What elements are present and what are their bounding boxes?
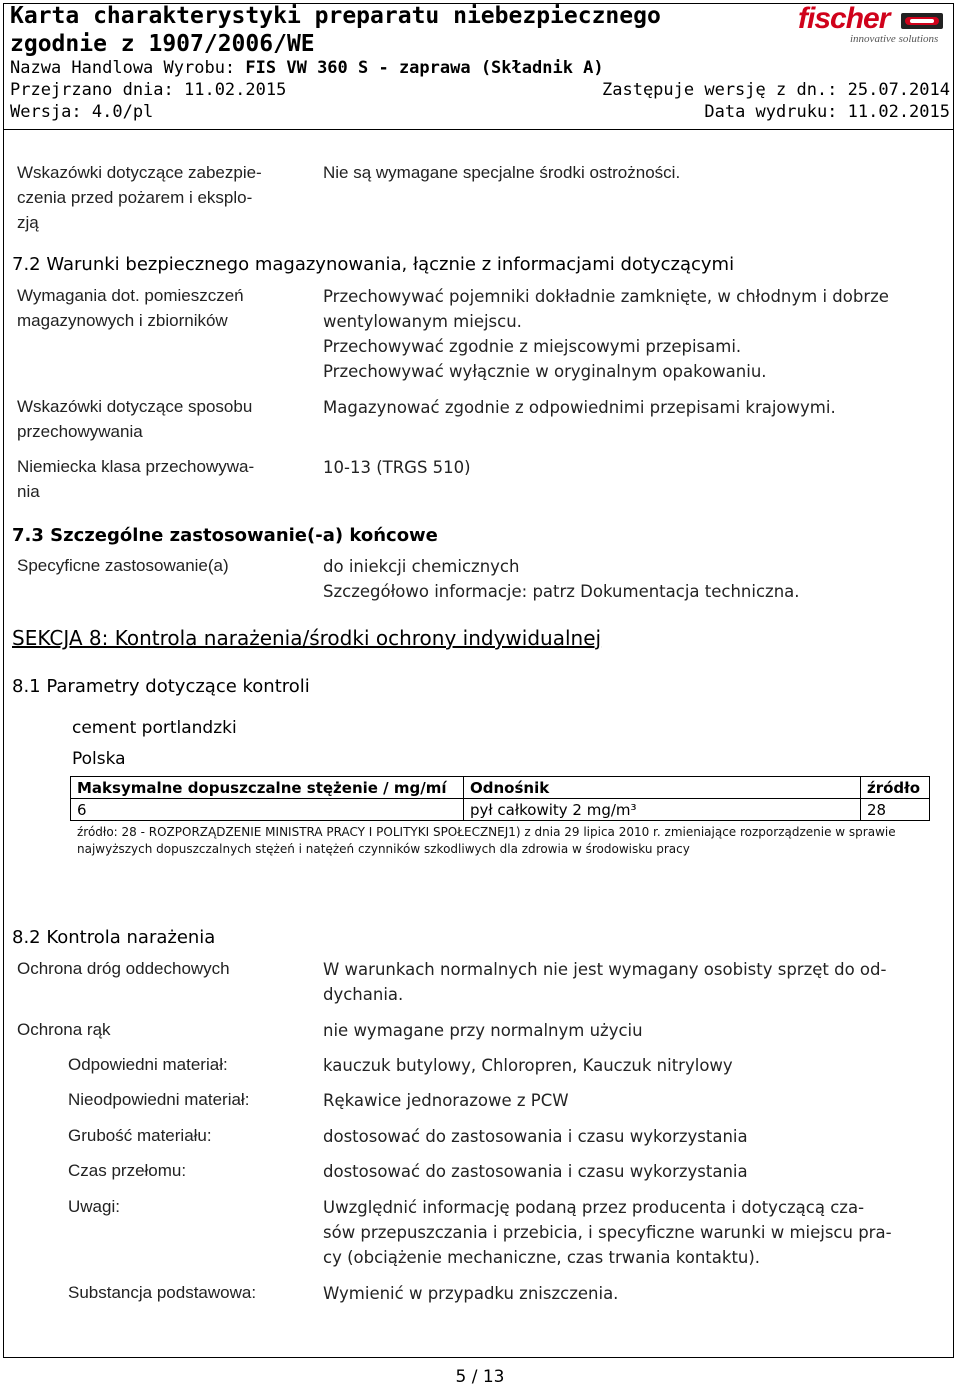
section-8-heading: SEKCJA 8: Kontrola narażenia/środki ochrony indywidualnej: [12, 626, 602, 650]
storage-req-value-line4: Przechowywać wyłącznie w oryginalnym opakowaniu.: [323, 362, 767, 381]
logo-badge-icon: [900, 11, 944, 31]
cell-limit: 6: [71, 799, 464, 821]
fire-label-line3: zją: [17, 213, 39, 232]
remarks-value-line2: sów przepuszczania i przebicia, i specyficzne warunki w miejscu pra-: [323, 1223, 892, 1242]
base-substance-label: Substancja podstawowa:: [68, 1283, 257, 1302]
column-header-source: źródło: [861, 777, 930, 799]
section-8-2-heading: 8.2 Kontrola narażenia: [12, 927, 216, 948]
section-7-3-heading: 7.3 Szczególne zastosowanie(-a) końcowe: [12, 525, 438, 546]
document-title-line1: Karta charakterystyki preparatu niebezpiecznego: [10, 3, 661, 29]
fire-label-line2: czenia przed pożarem i eksplo-: [17, 188, 253, 207]
fire-label-line1: Wskazówki dotyczące zabezpie-: [17, 163, 262, 182]
fischer-logo: [798, 4, 948, 48]
trade-name: [10, 58, 604, 78]
hand-protection-value: nie wymagane przy normalnym użyciu: [323, 1021, 643, 1040]
trade-name-value: FIS VW 360 S - zaprawa (Składnik A): [245, 58, 604, 78]
source-note-line1: źródło: 28 - ROZPORZĄDZENIE MINISTRA PRACY I POLITYKI SPOŁECZNEJ1) z dnia 29 lipica 2010 r. zmieniające rozporządzenie w sprawie: [77, 825, 896, 839]
base-substance-value: Wymienić w przypadku zniszczenia.: [323, 1284, 619, 1303]
document-title-line2: zgodnie z 1907/2006/WE: [10, 31, 315, 57]
table-header-row: [71, 777, 930, 799]
specific-use-label: Specyficne zastosowanie(a): [17, 556, 229, 575]
suitable-material-label: Odpowiedni materiał:: [68, 1055, 228, 1074]
respiratory-value-line1: W warunkach normalnych nie jest wymagany osobisty sprzęt do od-: [323, 960, 887, 979]
thickness-label: Grubość materiału:: [68, 1126, 212, 1145]
storage-req-value-line2: wentylowanym miejscu.: [323, 312, 522, 331]
supersedes-date: Zastępuje wersję z dn.: 25.07.2014: [602, 80, 950, 100]
page-number: 5 / 13: [455, 1367, 505, 1387]
specific-use-value-line2: Szczegółowo informacje: patrz Dokumentacja techniczna.: [323, 582, 800, 601]
cell-source: 28: [861, 799, 930, 821]
trade-name-label: Nazwa Handlowa Wyrobu:: [10, 58, 236, 78]
remarks-value-line3: cy (obciążenie mechaniczne, czas trwania kontaktu).: [323, 1248, 761, 1267]
cell-reference: pył całkowity 2 mg/m³: [464, 799, 861, 821]
storage-class-label-line1: Niemiecka klasa przechowywa-: [17, 457, 255, 476]
storage-req-label-line1: Wymagania dot. pomieszczeń: [17, 286, 244, 305]
unsuitable-material-label: Nieodpowiedni materiał:: [68, 1090, 250, 1109]
respiratory-value-line2: dychania.: [323, 985, 404, 1004]
source-note-line2: najwyższych dopuszczalnych stężeń i natężeń czynników szkodliwych dla zdrowia w środowisku pracy: [77, 842, 690, 856]
respiratory-label: Ochrona dróg oddechowych: [17, 959, 230, 978]
suitable-material-value: kauczuk butylowy, Chloropren, Kauczuk nitrylowy: [323, 1056, 733, 1075]
section-8-1-heading: 8.1 Parametry dotyczące kontroli: [12, 676, 310, 697]
print-date: Data wydruku: 11.02.2015: [704, 102, 950, 122]
country-name: Polska: [72, 749, 126, 769]
storage-class-value: 10-13 (TRGS 510): [323, 458, 471, 477]
substance-name: cement portlandzki: [72, 718, 237, 738]
hand-protection-label: Ochrona rąk: [17, 1020, 111, 1039]
breakthrough-label: Czas przełomu:: [68, 1161, 187, 1180]
storage-req-value-line1: Przechowywać pojemniki dokładnie zamknięte, w chłodnym i dobrze: [323, 287, 889, 306]
storage-req-value-line3: Przechowywać zgodnie z miejscowymi przepisami.: [323, 337, 742, 356]
table-row: [71, 799, 930, 821]
storage-req-label-line2: magazynowych i zbiorników: [17, 311, 228, 330]
specific-use-value-line1: do iniekcji chemicznych: [323, 557, 520, 576]
revised-date: Przejrzano dnia: 11.02.2015: [10, 80, 287, 100]
thickness-value: dostosować do zastosowania i czasu wykorzystania: [323, 1127, 748, 1146]
column-header-limit: Maksymalne dopuszczalne stężenie / mg/mí: [71, 777, 464, 799]
storage-method-label-line1: Wskazówki dotyczące sposobu: [17, 397, 253, 416]
fire-value: Nie są wymagane specjalne środki ostrożności.: [323, 163, 681, 182]
storage-method-label-line2: przechowywania: [17, 422, 143, 441]
logo-wordmark: fischer: [798, 2, 890, 35]
breakthrough-value: dostosować do zastosowania i czasu wykorzystania: [323, 1162, 748, 1181]
storage-class-label-line2: nia: [17, 482, 40, 501]
remarks-label: Uwagi:: [68, 1197, 120, 1216]
version: Wersja: 4.0/pl: [10, 102, 154, 122]
column-header-reference: Odnośnik: [464, 777, 861, 799]
unsuitable-material-value: Rękawice jednorazowe z PCW: [323, 1091, 569, 1110]
storage-method-value: Magazynować zgodnie z odpowiednimi przepisami krajowymi.: [323, 398, 836, 417]
remarks-value-line1: Uwzględnić informację podaną przez producenta i dotyczącą cza-: [323, 1198, 865, 1217]
section-7-2-heading: 7.2 Warunki bezpiecznego magazynowania, łącznie z informacjami dotyczącymi: [12, 254, 735, 275]
exposure-limits-table: [70, 776, 930, 821]
logo-tagline: innovative solutions: [850, 33, 939, 45]
